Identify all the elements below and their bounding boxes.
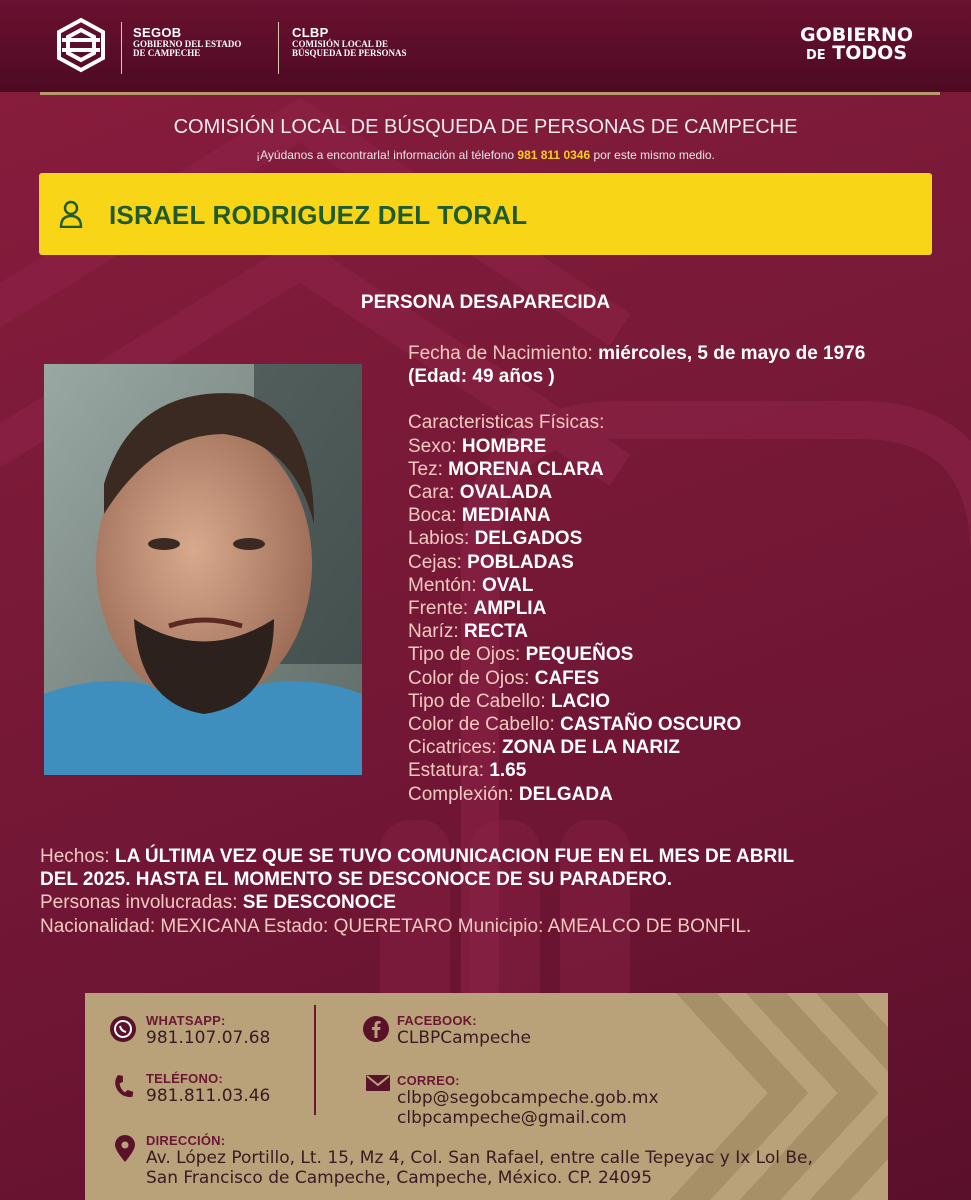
email-contact[interactable] (397, 1073, 659, 1128)
helpline-text-after: por este mismo medio. (593, 148, 715, 162)
status-heading: PERSONA DESAPARECIDA (360, 292, 611, 313)
trait-row (408, 574, 865, 597)
facebook-icon (362, 1015, 390, 1043)
trait-value: PEQUEÑOS (525, 644, 634, 666)
trait-value: RECTA (463, 621, 529, 643)
email-icon (364, 1069, 392, 1097)
facebook-value[interactable]: CLBPCampeche (397, 1028, 531, 1048)
header-gold-line (40, 92, 940, 95)
address-line-1: Av. López Portillo, Lt. 15, Mz 4, Col. San Rafael, entre calle Tepeyac y Ix Lol Be, (146, 1148, 813, 1168)
page-title: COMISIÓN LOCAL DE BÚSQUEDA DE PERSONAS DE CAMPECHE (173, 116, 798, 138)
helpline-text: ¡Ayúdanos a encontrarla! información al télefono (256, 148, 515, 162)
age-value: (Edad: 49 años ) (408, 366, 555, 388)
trait-value: MEDIANA (461, 505, 551, 527)
helpline-phone[interactable]: 981 811 0346 (517, 148, 591, 162)
trait-value: CASTAÑO OSCURO (560, 714, 742, 736)
physical-header (408, 411, 865, 434)
gov-line1: GOBIERNO (800, 24, 913, 46)
trait-row (408, 783, 865, 806)
birth-value: miércoles, 5 de mayo de 1976 (598, 343, 866, 364)
gov-line3: TODOS (832, 42, 908, 65)
trait-label: Color de Ojos: (408, 667, 530, 689)
trait-value: DELGADOS (474, 528, 583, 550)
phone-icon (109, 1073, 137, 1101)
trait-label: Mentón: (408, 574, 477, 596)
trait-row (408, 643, 865, 666)
clbp-title: CLBP (292, 25, 329, 40)
email-label: CORREO: (397, 1073, 460, 1088)
trait-value: HOMBRE (461, 435, 547, 457)
trait-row (408, 435, 865, 458)
hechos-label: Hechos: (40, 846, 110, 867)
physical-header-label: Caracteristicas Físicas: (408, 412, 605, 434)
trait-label: Tipo de Cabello: (408, 690, 546, 712)
helpline (0, 148, 971, 162)
segob-sub2: DE CAMPECHE (133, 48, 201, 59)
trait-row (408, 667, 865, 690)
birth-row (408, 342, 865, 365)
trait-row (408, 736, 865, 759)
clbp-sub1: COMISIÓN LOCAL DE (292, 38, 389, 49)
trait-value: MORENA CLARA (448, 458, 604, 480)
involved-value: SE DESCONOCE (242, 892, 396, 914)
trait-row (408, 620, 865, 643)
trait-label: Color de Cabello: (408, 714, 555, 736)
trait-row (408, 597, 865, 620)
segob-title: SEGOB (133, 25, 182, 40)
hechos-row (40, 845, 920, 868)
gobierno-de-todos-logo (800, 24, 913, 65)
trait-label: Tipo de Ojos: (408, 644, 521, 666)
segob-brand (133, 26, 241, 59)
whatsapp-icon (109, 1015, 137, 1043)
email-value-1[interactable]: clbp@segobcampeche.gob.mx (397, 1088, 659, 1108)
trait-value: DELGADA (518, 783, 613, 805)
trait-value: POBLADAS (467, 551, 574, 573)
contact-panel (85, 993, 888, 1200)
trait-row (408, 504, 865, 527)
trait-row (408, 690, 865, 713)
trait-row (408, 551, 865, 574)
trait-label: Cara: (408, 482, 455, 504)
name-bar (39, 173, 932, 255)
trait-label: Boca: (408, 505, 457, 527)
facebook-contact[interactable] (397, 1013, 531, 1048)
address-contact (146, 1133, 813, 1188)
traits-list (408, 435, 865, 806)
trait-value: LACIO (550, 690, 611, 712)
trait-value: CAFES (534, 667, 600, 689)
trait-label: Frente: (408, 598, 469, 620)
trait-value: 1.65 (489, 760, 527, 782)
segob-sub1: GOBIERNO DEL ESTADO (133, 38, 242, 49)
person-icon (59, 200, 83, 228)
address-label: DIRECCIÓN: (146, 1133, 226, 1148)
person-photo (44, 364, 362, 775)
birth-label: Fecha de Nacimiento: (408, 343, 593, 364)
involved-row (40, 891, 920, 914)
hechos-line1: LA ÚLTIMA VEZ QUE SE TUVO COMUNICACION FUE EN EL MES DE ABRIL (114, 846, 795, 867)
trait-row (408, 458, 865, 481)
trait-row (408, 713, 865, 736)
trait-value: ZONA DE LA NARIZ (501, 737, 680, 759)
clbp-brand (292, 26, 407, 59)
header-divider (121, 22, 122, 74)
whatsapp-label: WHATSAPP: (146, 1013, 226, 1028)
trait-label: Complexión: (408, 783, 514, 805)
location-pin-icon (111, 1135, 139, 1163)
whatsapp-contact[interactable] (146, 1013, 270, 1048)
address-line-2: San Francisco de Campeche, Campeche, México. CP. 24095 (146, 1168, 653, 1188)
phone-value[interactable]: 981.811.03.46 (146, 1086, 271, 1106)
trait-row (408, 481, 865, 504)
clbp-sub2: BÚSQUEDA DE PERSONAS (292, 48, 407, 59)
trait-label: Cejas: (408, 551, 462, 573)
involved-label: Personas involucradas: (40, 892, 238, 914)
trait-label: Tez: (408, 458, 443, 480)
contact-divider (314, 1005, 316, 1115)
header-divider (278, 22, 279, 74)
phone-contact[interactable] (146, 1071, 270, 1106)
trait-label: Sexo: (408, 435, 457, 457)
segob-logo-icon (52, 16, 110, 74)
facts-section (40, 845, 920, 938)
trait-row (408, 527, 865, 550)
facebook-label: FACEBOOK: (397, 1013, 477, 1028)
trait-row (408, 759, 865, 782)
trait-label: Cicatrices: (408, 737, 497, 759)
origin-row: Nacionalidad: MEXICANA Estado: QUERETARO Municipio: AMEALCO DE BONFIL. (40, 915, 752, 937)
trait-value: OVALADA (459, 482, 553, 504)
person-name: ISRAEL RODRIGUEZ DEL TORAL (109, 200, 528, 230)
email-value-2[interactable]: clbpcampeche@gmail.com (397, 1108, 627, 1128)
trait-value: AMPLIA (473, 598, 547, 620)
header-bar (0, 0, 971, 92)
hechos-line2: DEL 2025. HASTA EL MOMENTO SE DESCONOCE DE SU PARADERO. (40, 869, 673, 891)
whatsapp-value[interactable]: 981.107.07.68 (146, 1028, 271, 1048)
trait-value: OVAL (481, 574, 534, 596)
trait-label: Labios: (408, 528, 470, 550)
trait-label: Naríz: (408, 621, 459, 643)
trait-label: Estatura: (408, 760, 485, 782)
gov-line2: DE (806, 48, 826, 64)
person-details (408, 342, 865, 806)
age-row (408, 365, 865, 388)
phone-label: TELÉFONO: (146, 1071, 223, 1086)
